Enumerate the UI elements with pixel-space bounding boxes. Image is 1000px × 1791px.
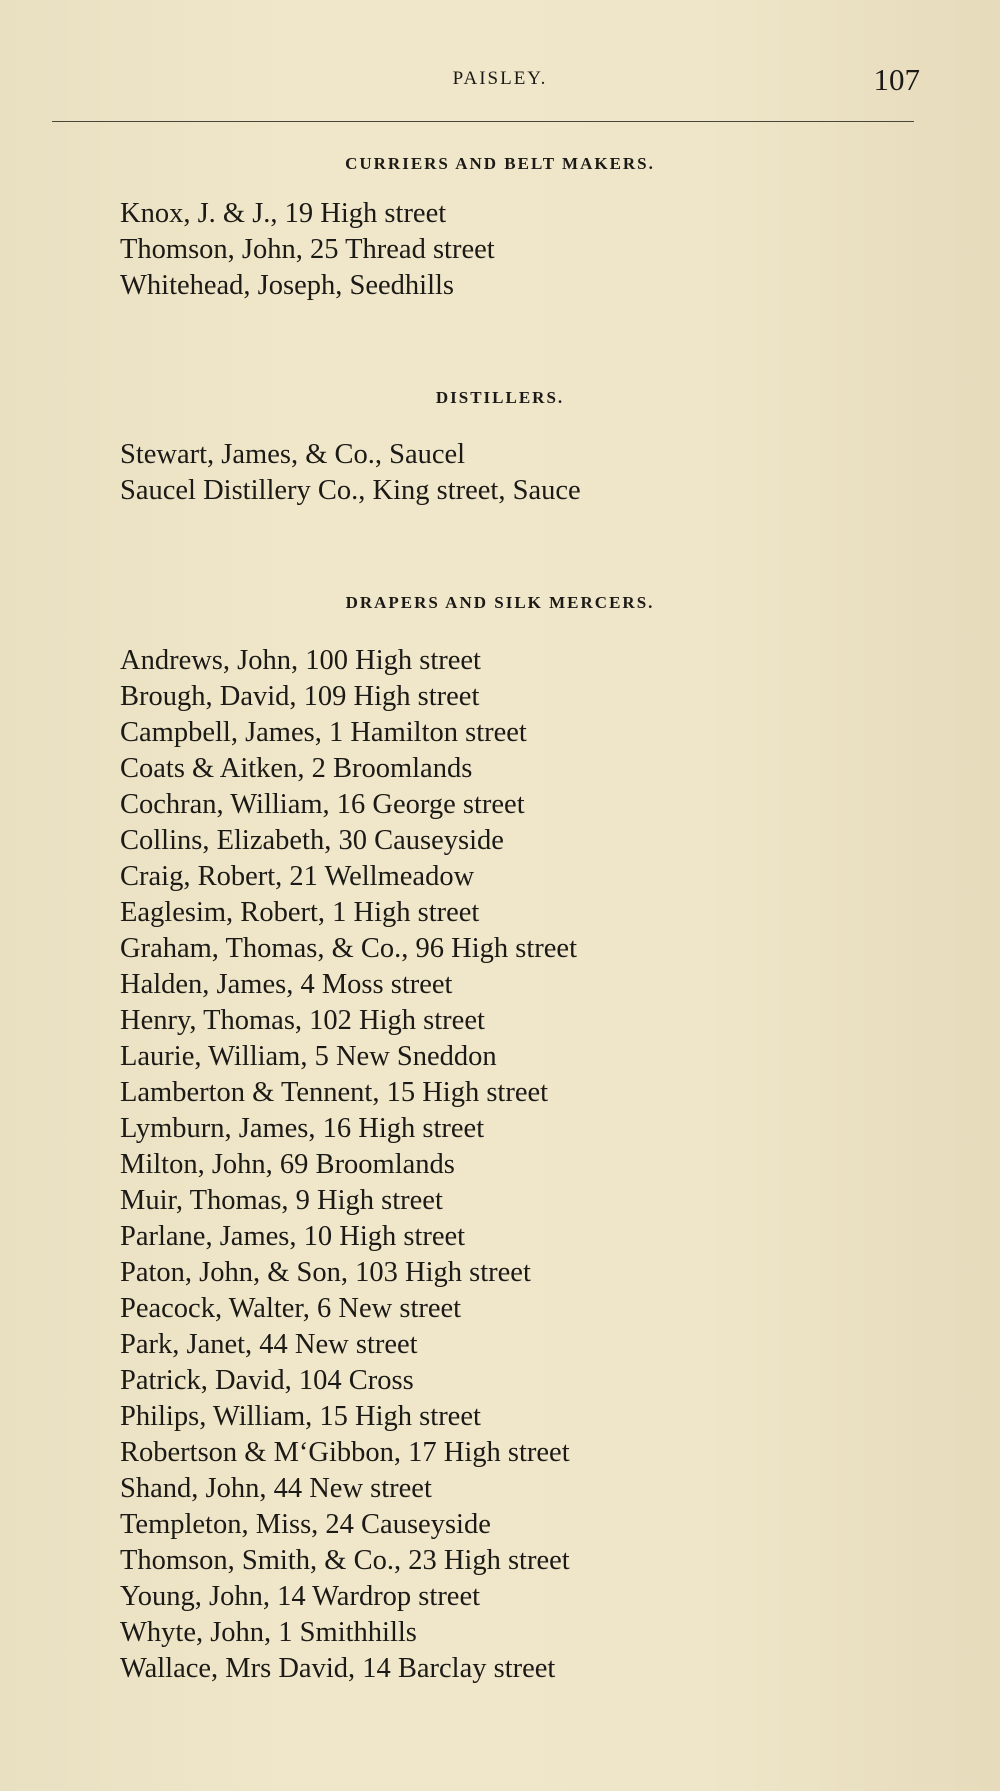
running-head [0, 62, 1000, 98]
list-item: Shand, John, 44 New street [120, 1473, 432, 1504]
page-number: 107 [873, 62, 920, 97]
list-item: Park, Janet, 44 New street [120, 1329, 418, 1360]
list-item: Thomson, John, 25 Thread street [120, 234, 495, 265]
list-item: Graham, Thomas, & Co., 96 High street [120, 933, 577, 964]
list-item: Wallace, Mrs David, 14 Barclay street [120, 1653, 556, 1684]
list-item: Robertson & M‘Gibbon, 17 High street [120, 1437, 570, 1468]
list-item: Templeton, Miss, 24 Causeyside [120, 1509, 491, 1540]
list-item: Whitehead, Joseph, Seedhills [120, 270, 455, 301]
list-item: Thomson, Smith, & Co., 23 High street [120, 1545, 570, 1576]
header-rule [52, 121, 914, 122]
section-heading-distillers: DISTILLERS. [435, 388, 565, 407]
list-item: Young, John, 14 Wardrop street [120, 1581, 481, 1612]
list-item: Laurie, William, 5 New Sneddon [120, 1041, 497, 1072]
list-item: Muir, Thomas, 9 High street [120, 1185, 443, 1216]
drapers-list [120, 643, 577, 1687]
section-heading-drapers: DRAPERS AND SILK MERCERS. [345, 593, 655, 612]
list-item: Craig, Robert, 21 Wellmeadow [120, 861, 475, 892]
list-item: Paton, John, & Son, 103 High street [120, 1257, 531, 1288]
list-item: Philips, William, 15 High street [120, 1401, 481, 1432]
running-title: PAISLEY. [452, 68, 548, 89]
list-item: Campbell, James, 1 Hamilton street [120, 717, 527, 748]
list-item: Coats & Aitken, 2 Broomlands [120, 753, 473, 784]
list-item: Henry, Thomas, 102 High street [120, 1005, 485, 1036]
list-item: Lamberton & Tennent, 15 High street [120, 1077, 549, 1108]
list-item: Halden, James, 4 Moss street [120, 969, 453, 1000]
list-item: Eaglesim, Robert, 1 High street [120, 897, 480, 928]
list-item: Cochran, William, 16 George street [120, 789, 525, 820]
list-item: Whyte, John, 1 Smithhills [120, 1617, 417, 1648]
section-heading-curriers: CURRIERS AND BELT MAKERS. [345, 154, 655, 173]
list-item: Stewart, James, & Co., Saucel [120, 439, 466, 470]
list-item: Saucel Distillery Co., King street, Sauce [120, 475, 581, 506]
list-item: Brough, David, 109 High street [120, 681, 480, 712]
list-item: Patrick, David, 104 Cross [120, 1365, 414, 1396]
list-item: Knox, J. & J., 19 High street [120, 198, 447, 229]
list-item: Parlane, James, 10 High street [120, 1221, 466, 1252]
list-item: Peacock, Walter, 6 New street [120, 1293, 462, 1324]
distillers-list [120, 437, 581, 509]
list-item: Collins, Elizabeth, 30 Causeyside [120, 825, 504, 856]
list-item: Lymburn, James, 16 High street [120, 1113, 485, 1144]
list-item: Andrews, John, 100 High street [120, 645, 481, 676]
curriers-list [120, 196, 495, 304]
list-item: Milton, John, 69 Broomlands [120, 1149, 455, 1180]
